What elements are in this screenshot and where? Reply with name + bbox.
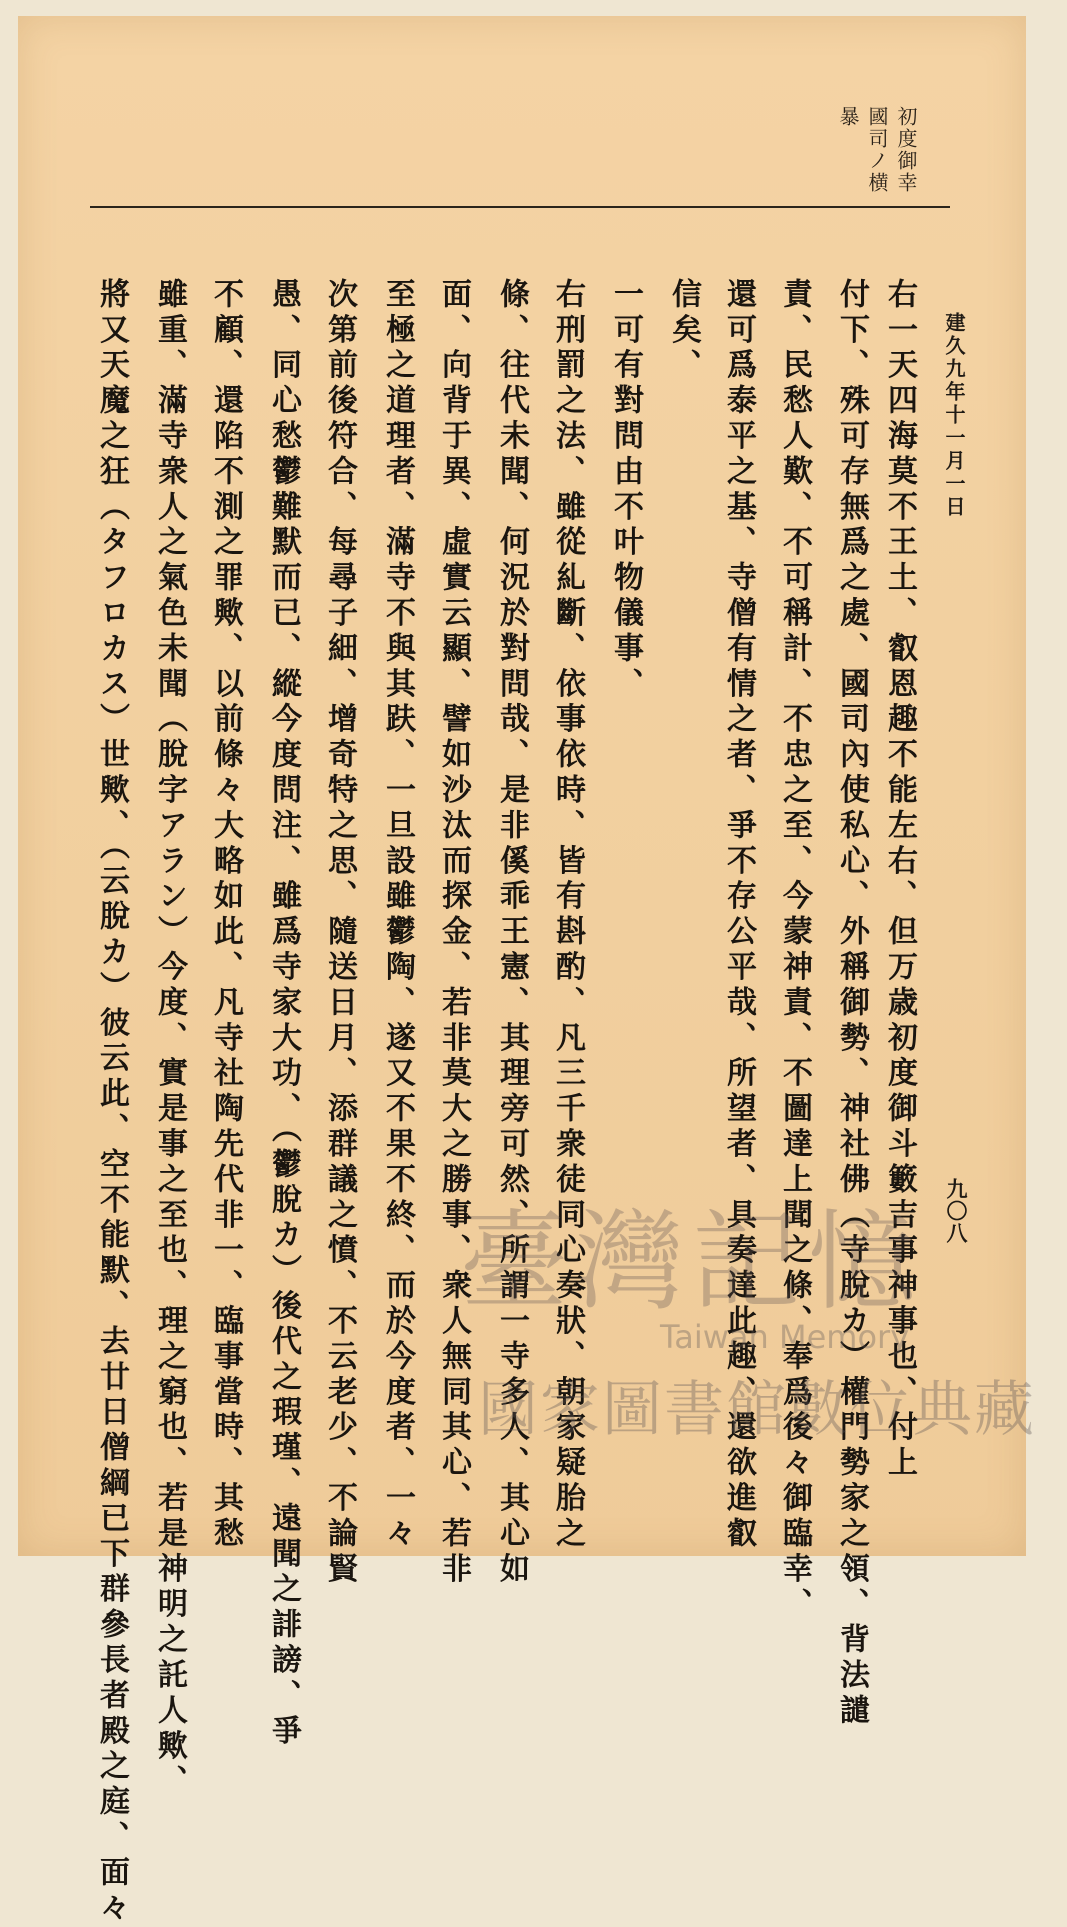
text-column-14: 雖重、滿寺衆人之氣色未聞（脫字アラン）今度、實是事之至也、理之窮也、若是神明之託人歟、 — [152, 278, 187, 1801]
header-note-3: 暴 — [836, 106, 860, 128]
text-column-2: 付下、殊可存無爲之處、國司內使私心、外稱御勢、神社佛（寺脫カ）權門勢家之領、背法譴 — [834, 278, 869, 1730]
header-note-2: 國司ノ横 — [865, 106, 889, 194]
watermark-logo-text: 臺灣記憶 — [460, 1200, 925, 1325]
text-column-15: 將又天魔之狂（タフロカス）世歟、（云脫カ）彼云此、空不能默、去廿日僧綱已下群參長者殿之庭、面々 — [94, 278, 129, 1927]
text-column-5: 信矣、 — [666, 278, 701, 385]
page-number: 九〇八 — [944, 1178, 969, 1244]
text-column-10: 至極之道理者、滿寺不與其趺、一旦設雖鬱陶、遂又不果不終、而於今度者、一々 — [380, 278, 415, 1553]
text-column-11: 次第前後符合、每尋子細、增奇特之思、隨送日月、添群議之憤、不云老少、不論賢 — [322, 278, 357, 1588]
text-column-8: 條、往代未聞、何況於對問哉、是非傒乖王憲、其理旁可然、所謂一寺多人、其心如 — [494, 278, 529, 1588]
text-column-13: 不顧、還陷不測之罪歟、以前條々大略如此、凡寺社陶先代非一、臨事當時、其愁 — [208, 278, 243, 1553]
text-column-6: 一可有對問由不叶物儀事、 — [608, 278, 643, 703]
header-note-1: 初度御幸 — [894, 106, 918, 194]
text-column-9: 面、向背于異、虛實云顯、譬如沙汰而探金、若非莫大之勝事、衆人無同其心、若非 — [436, 278, 471, 1588]
watermark-english: Taiwan Memory — [660, 1318, 910, 1356]
text-column-1: 右一天四海莫不王土、叡恩趣不能左右、但万歳初度御斗籔吉事神事也、付上 — [882, 278, 917, 1482]
watermark-organization: 國家圖書館數位典藏 — [478, 1375, 1036, 1445]
text-column-3: 責、民愁人歎、不可稱計、不忠之至、今蒙神責、不圖達上聞之條、奉爲後々御臨幸、 — [777, 278, 812, 1624]
text-column-4: 還可爲泰平之基、寺僧有情之者、爭不存公平哉、所望者、具奏達此趣、還欲進叡 — [721, 278, 756, 1553]
date-heading: 建久九年十一月一日 — [942, 312, 966, 519]
header-rule — [90, 206, 950, 208]
text-column-12: 愚、同心愁鬱難默而已、縱今度問注、雖爲寺家大功、（鬱脫カ）後代之瑕瑾、遠聞之誹謗、爭 — [266, 278, 301, 1750]
text-column-7: 右刑罰之法、雖從糺斷、依事依時、皆有斟酌、凡三千衆徒同心奏狀、朝家疑胎之 — [550, 278, 585, 1553]
